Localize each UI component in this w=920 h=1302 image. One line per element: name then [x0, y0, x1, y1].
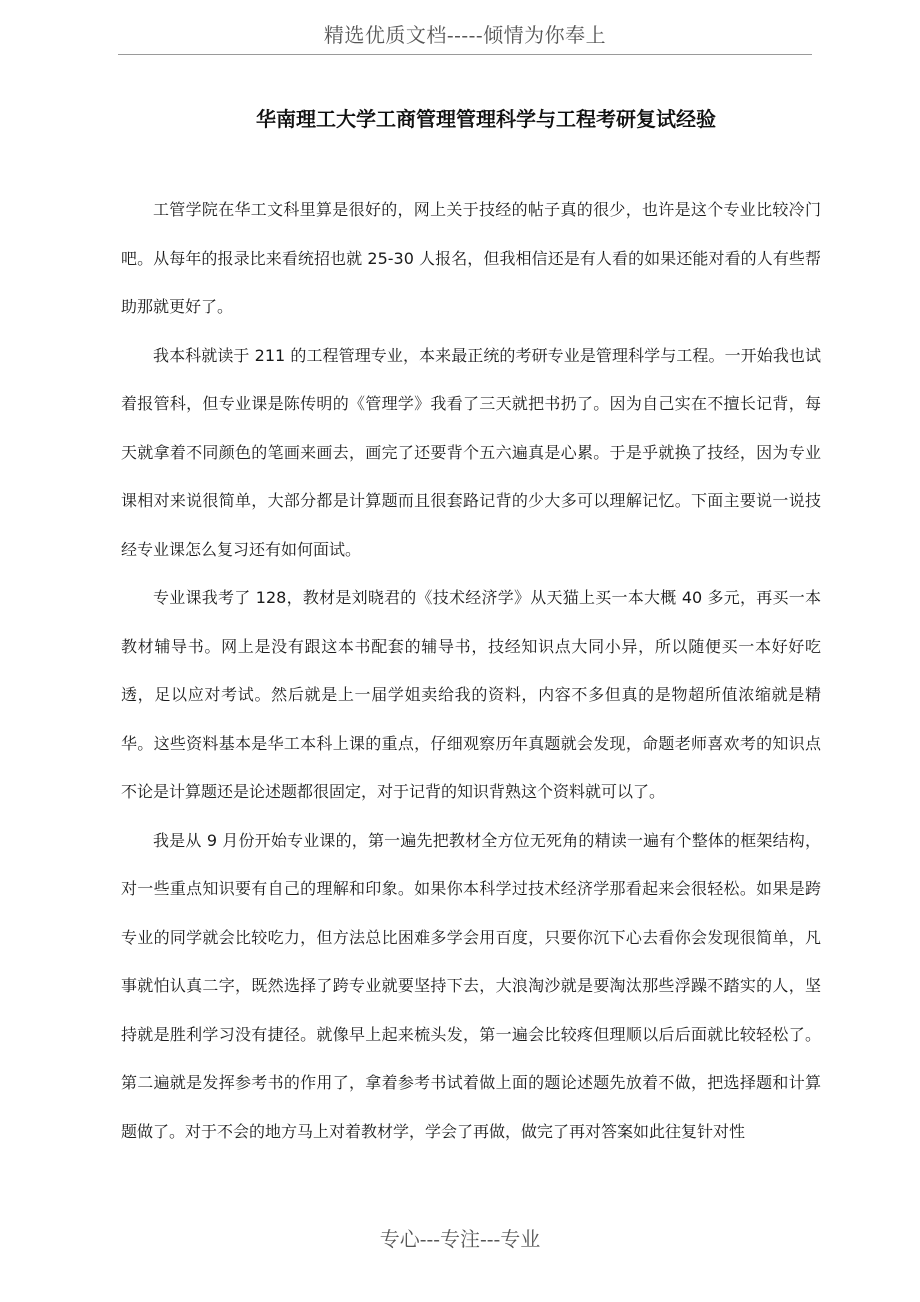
document-body — [121, 186, 821, 1156]
paragraph: 专业课我考了 128，教材是刘晓君的《技术经济学》从天猫上买一本大概 40 多元，再买一本教材辅导书。网上是没有跟这本书配套的辅导书，技经知识点大同小异，所以随便买一本好好吃透，足以应对考试。然后就是上一届学姐卖给我的资料，内容不多但真的是物超所值浓缩就是精华。这些资料基本是华工本科上课的重点，仔细观察历年真题就会发现，命题老师喜欢考的知识点不论是计算题还是论述题都很固定，对于记背的知识背熟这个资料就可以了。 — [121, 588, 821, 801]
page-footer — [0, 1222, 920, 1256]
document-title: 华南理工大学工商管理管理科学与工程考研复试经验 — [256, 107, 716, 131]
paragraph: 工管学院在华工文科里算是很好的，网上关于技经的帖子真的很少，也许是这个专业比较冷门吧。从每年的报录比来看统招也就 25-30 人报名，但我相信还是有人看的如果还能对看的人有些帮助那就更好了。 — [121, 200, 821, 316]
footer-text: 专心---专注---专业 — [379, 1227, 541, 1251]
header-text: 精选优质文档-----倾情为你奉上 — [323, 23, 607, 47]
page-header — [118, 18, 812, 55]
paragraph: 我本科就读于 211 的工程管理专业，本来最正统的考研专业是管理科学与工程。一开始我也试着报管科，但专业课是陈传明的《管理学》我看了三天就把书扔了。因为自己实在不擅长记背，每天就拿着不同颜色的笔画来画去，画完了还要背个五六遍真是心累。于是乎就换了技经，因为专业课相对来说很简单，大部分都是计算题而且很套路记背的少大多可以理解记忆。下面主要说一说技经专业课怎么复习还有如何面试。 — [121, 345, 821, 559]
paragraph: 我是从 9 月份开始专业课的，第一遍先把教材全方位无死角的精读一遍有个整体的框架结构，对一些重点知识要有自己的理解和印象。如果你本科学过技术经济学那看起来会很轻松。如果是跨专业的同学就会比较吃力，但方法总比困难多学会用百度，只要你沉下心去看你会发现很简单，凡事就怕认真二字，既然选择了跨专业就要坚持下去，大浪淘沙就是要淘汰那些浮躁不踏实的人，坚持就是胜利学习没有捷径。就像早上起来梳头发，第一遍会比较疼但理顺以后后面就比较轻松了。第二遍就是发挥参考书的作用了，拿着参考书试着做上面的题论述题先放着不做，把选择题和计算题做了。对于不会的地方马上对着教材学，学会了再做，做完了再对答案如此往复针对性 — [121, 830, 821, 1141]
